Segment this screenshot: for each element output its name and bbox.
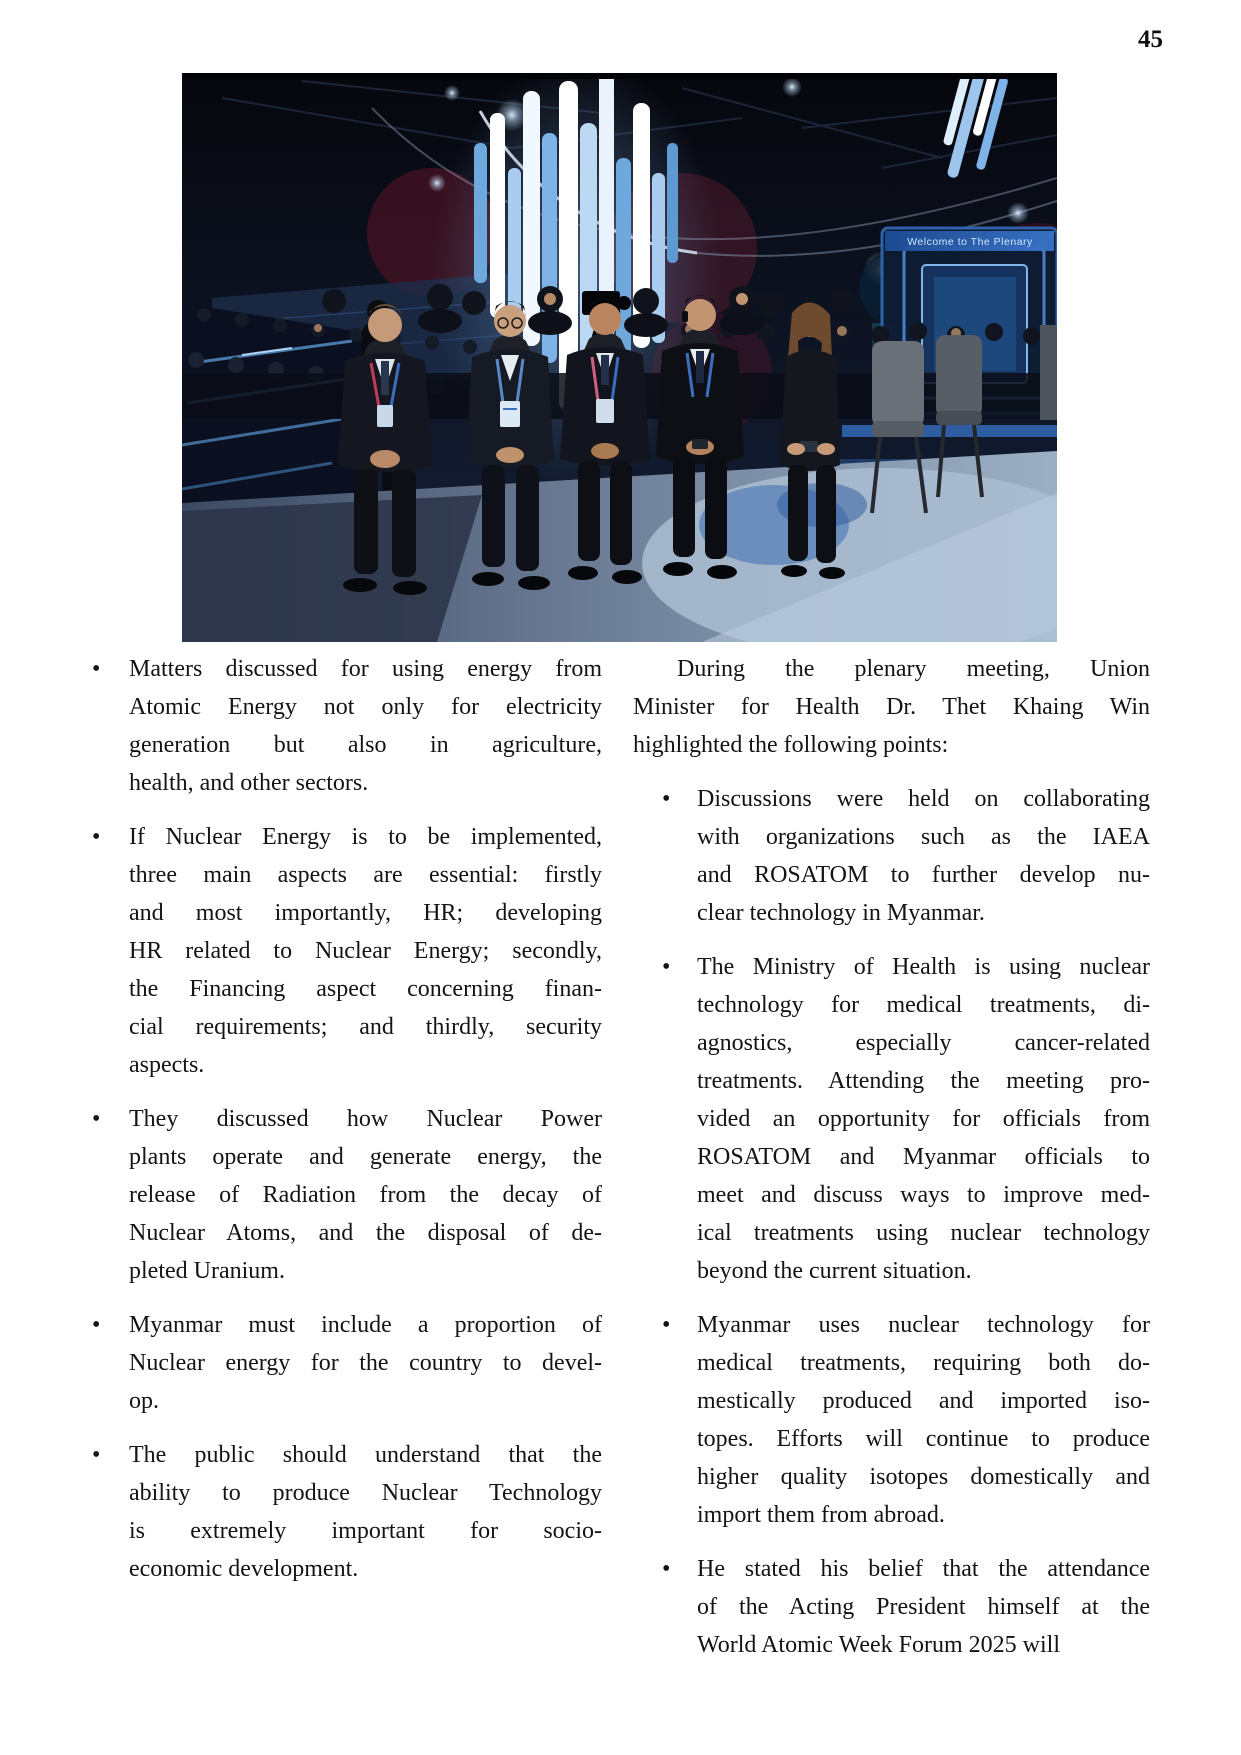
text-line: vided an opportunity for officials from — [697, 1106, 1150, 1132]
text-line: Myanmar must include a proportion of — [129, 1312, 602, 1338]
text-line: of the Acting President himself at the — [697, 1594, 1150, 1620]
bullet-text — [697, 1306, 1150, 1534]
right-column — [633, 650, 1150, 1680]
text-line: health, and other sectors. — [129, 770, 369, 796]
text-line: Atomic Energy not only for electricity — [129, 694, 602, 720]
text-line: op. — [129, 1388, 159, 1414]
bullet-icon: • — [662, 954, 671, 980]
conference-photo — [182, 73, 1057, 642]
bullet-item — [633, 1306, 1150, 1534]
page-number: 45 — [1138, 26, 1163, 53]
bullet-text — [129, 1306, 602, 1420]
bullet-item — [633, 780, 1150, 932]
text-line: generation but also in agriculture, — [129, 732, 602, 758]
text-line: release of Radiation from the decay of — [129, 1182, 602, 1208]
text-line: ability to produce Nuclear Technology — [129, 1480, 602, 1506]
text-line: the Financing aspect concerning finan- — [129, 976, 602, 1002]
text-line: Nuclear energy for the country to devel- — [129, 1350, 602, 1376]
text-line: with organizations such as the IAEA — [697, 824, 1150, 850]
bullet-item — [76, 650, 602, 802]
text-line: medical treatments, requiring both do- — [697, 1350, 1150, 1376]
bullet-text — [697, 780, 1150, 932]
bullet-icon: • — [92, 1312, 101, 1338]
bullet-text — [129, 1100, 602, 1290]
text-line: The Ministry of Health is using nuclear — [697, 954, 1150, 980]
text-line: Matters discussed for using energy from — [129, 656, 602, 682]
text-line: agnostics, especially cancer-related — [697, 1030, 1150, 1056]
bullet-item — [633, 948, 1150, 1290]
text-line: aspects. — [129, 1052, 205, 1078]
bullet-item — [76, 818, 602, 1084]
text-line: pleted Uranium. — [129, 1258, 285, 1284]
bullet-icon: • — [92, 824, 101, 850]
text-line: topes. Efforts will continue to produce — [697, 1426, 1150, 1452]
photo-top-edge — [182, 73, 1057, 79]
text-line: highlighted the following points: — [633, 732, 949, 758]
bullet-icon: • — [92, 1106, 101, 1132]
bullet-icon: • — [92, 1442, 101, 1468]
stage-screen-text: Welcome to The Plenary — [907, 236, 1033, 248]
conference-photo-illustration — [182, 73, 1057, 642]
text-line: HR related to Nuclear Energy; secondly, — [129, 938, 602, 964]
text-line: clear technology in Myanmar. — [697, 900, 985, 926]
text-line: meet and discuss ways to improve med- — [697, 1182, 1150, 1208]
bullet-icon: • — [662, 1556, 671, 1582]
bullet-icon: • — [662, 1312, 671, 1338]
text-line: He stated his belief that the attendance — [697, 1556, 1150, 1582]
intro-paragraph — [633, 650, 1150, 764]
text-line: Minister for Health Dr. Thet Khaing Win — [633, 694, 1150, 720]
text-line: is extremely important for socio- — [129, 1518, 602, 1544]
text-line: economic development. — [129, 1556, 359, 1582]
text-line: Nuclear Atoms, and the disposal of de- — [129, 1220, 602, 1246]
text-line: The public should understand that the — [129, 1442, 602, 1468]
text-line: beyond the current situation. — [697, 1258, 972, 1284]
text-line: Discussions were held on collaborating — [697, 786, 1150, 812]
text-line: If Nuclear Energy is to be implemented, — [129, 824, 602, 850]
text-line: World Atomic Week Forum 2025 will — [697, 1632, 1060, 1658]
text-line: three main aspects are essential: firstly — [129, 862, 602, 888]
bullet-text — [129, 1436, 602, 1588]
bullet-item — [633, 1550, 1150, 1664]
left-column — [76, 650, 602, 1604]
bullet-text — [129, 818, 602, 1084]
text-line: ROSATOM and Myanmar officials to — [697, 1144, 1150, 1170]
text-line: Myanmar uses nuclear technology for — [697, 1312, 1150, 1338]
text-line: treatments. Attending the meeting pro- — [697, 1068, 1150, 1094]
bullet-icon: • — [662, 786, 671, 812]
bullet-text — [129, 650, 602, 802]
bullet-text — [697, 948, 1150, 1290]
text-line: technology for medical treatments, di- — [697, 992, 1150, 1018]
bullet-text — [697, 1550, 1150, 1664]
text-line: During the plenary meeting, Union — [677, 656, 1150, 682]
text-line: mestically produced and imported iso- — [697, 1388, 1150, 1414]
bullet-item — [76, 1306, 602, 1420]
text-line: and most importantly, HR; developing — [129, 900, 602, 926]
text-line: cial requirements; and thirdly, security — [129, 1014, 602, 1040]
text-line: higher quality isotopes domestically and — [697, 1464, 1150, 1490]
text-line: plants operate and generate energy, the — [129, 1144, 602, 1170]
bullet-icon: • — [92, 656, 101, 682]
text-line: ical treatments using nuclear technology — [697, 1220, 1150, 1246]
text-line: import them from abroad. — [697, 1502, 945, 1528]
text-line: and ROSATOM to further develop nu- — [697, 862, 1150, 888]
bullet-item — [76, 1100, 602, 1290]
text-line: They discussed how Nuclear Power — [129, 1106, 602, 1132]
bullet-item — [76, 1436, 602, 1588]
